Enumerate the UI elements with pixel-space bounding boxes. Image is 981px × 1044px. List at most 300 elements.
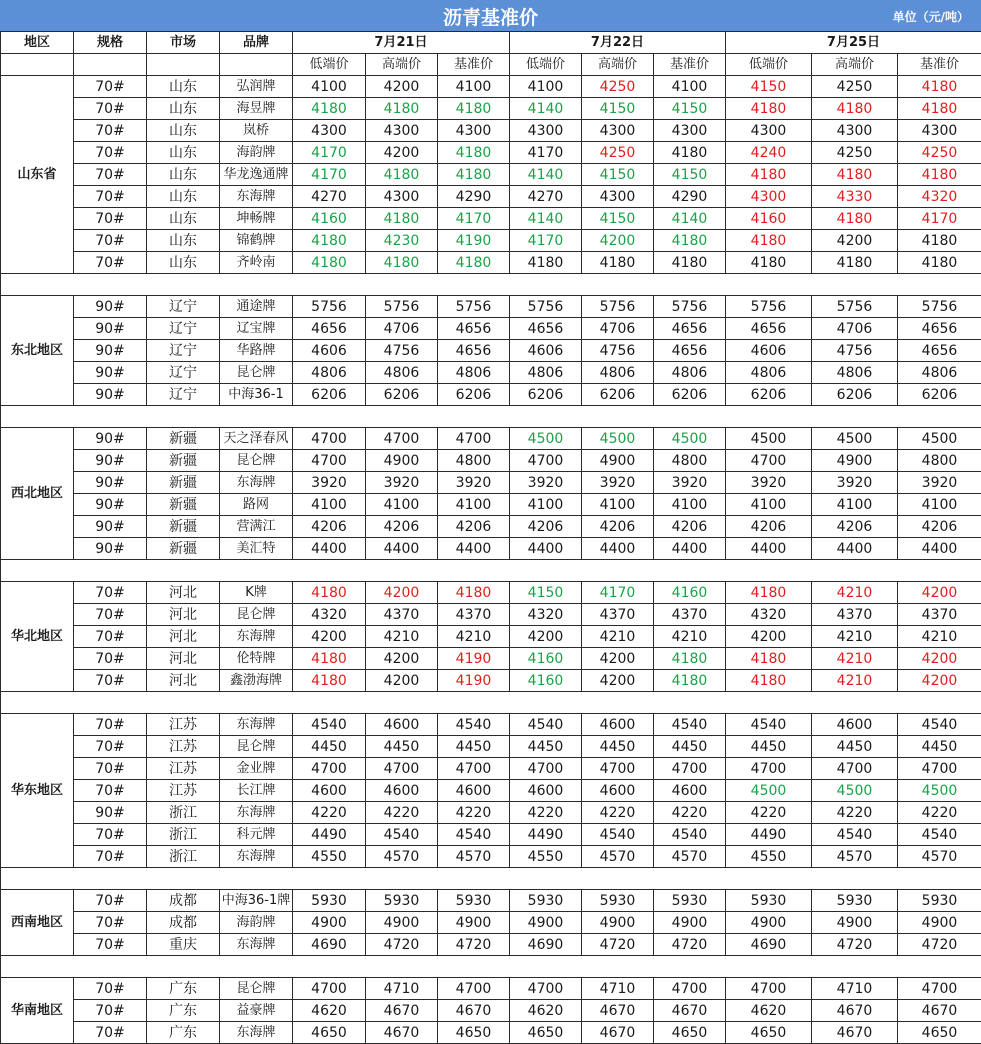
brand-cell: 东海牌 bbox=[220, 934, 293, 956]
table-row bbox=[1, 230, 981, 252]
price-cell-low: 4690 bbox=[726, 934, 812, 956]
price-cell-high: 4500 bbox=[812, 780, 898, 802]
price-cell-low: 4540 bbox=[726, 714, 812, 736]
price-cell-high: 4706 bbox=[582, 318, 654, 340]
spacer-cell bbox=[1, 274, 981, 296]
brand-cell: 海韵牌 bbox=[220, 142, 293, 164]
price-cell-base: 5756 bbox=[438, 296, 510, 318]
price-cell-base: 4200 bbox=[898, 670, 981, 692]
market-cell: 新疆 bbox=[147, 538, 220, 560]
price-cell-base: 4100 bbox=[898, 494, 981, 516]
brand-cell: 东海牌 bbox=[220, 714, 293, 736]
table-row bbox=[1, 362, 981, 384]
market-cell: 辽宁 bbox=[147, 318, 220, 340]
spec-cell: 90# bbox=[74, 450, 147, 472]
market-cell: 山东 bbox=[147, 230, 220, 252]
table-row bbox=[1, 252, 981, 274]
table-row bbox=[1, 890, 981, 912]
price-cell-low: 6206 bbox=[510, 384, 582, 406]
price-cell-high: 4570 bbox=[582, 846, 654, 868]
price-cell-low: 4620 bbox=[293, 1000, 366, 1022]
price-cell-low: 4400 bbox=[726, 538, 812, 560]
spec-cell: 70# bbox=[74, 890, 147, 912]
price-cell-low: 4200 bbox=[510, 626, 582, 648]
spec-cell: 70# bbox=[74, 230, 147, 252]
price-cell-high: 4806 bbox=[812, 362, 898, 384]
spec-cell: 90# bbox=[74, 472, 147, 494]
price-cell-low: 4160 bbox=[510, 648, 582, 670]
subheader-row bbox=[1, 54, 981, 76]
price-cell-low: 4180 bbox=[293, 648, 366, 670]
market-cell: 成都 bbox=[147, 890, 220, 912]
price-cell-base: 4700 bbox=[438, 758, 510, 780]
price-cell-high: 4250 bbox=[812, 142, 898, 164]
spec-cell: 90# bbox=[74, 362, 147, 384]
price-cell-high: 4600 bbox=[582, 714, 654, 736]
market-cell: 新疆 bbox=[147, 472, 220, 494]
table-row bbox=[1, 582, 981, 604]
price-cell-base: 4100 bbox=[438, 76, 510, 98]
price-cell-base: 4400 bbox=[438, 538, 510, 560]
brand-cell: 昆仑牌 bbox=[220, 362, 293, 384]
price-cell-base: 5930 bbox=[654, 890, 726, 912]
price-cell-low: 4180 bbox=[726, 648, 812, 670]
table-row bbox=[1, 736, 981, 758]
brand-cell: 中海36-1 bbox=[220, 384, 293, 406]
price-cell-base: 3920 bbox=[898, 472, 981, 494]
price-cell-base: 5930 bbox=[438, 890, 510, 912]
price-cell-high: 4600 bbox=[812, 714, 898, 736]
price-cell-base: 4650 bbox=[898, 1022, 981, 1044]
price-cell-low: 4500 bbox=[510, 428, 582, 450]
price-cell-base: 4700 bbox=[654, 978, 726, 1000]
brand-cell: 东海牌 bbox=[220, 186, 293, 208]
price-cell-high: 4720 bbox=[582, 934, 654, 956]
price-cell-base: 4180 bbox=[438, 252, 510, 274]
brand-cell: 营满江 bbox=[220, 516, 293, 538]
price-cell-base: 4806 bbox=[654, 362, 726, 384]
price-cell-base: 4570 bbox=[898, 846, 981, 868]
price-cell-high: 4100 bbox=[582, 494, 654, 516]
price-cell-high: 4670 bbox=[582, 1022, 654, 1044]
brand-cell: 海韵牌 bbox=[220, 912, 293, 934]
unit-label: 单位（元/吨） bbox=[893, 8, 969, 25]
price-cell-high: 4370 bbox=[582, 604, 654, 626]
market-cell: 山东 bbox=[147, 98, 220, 120]
spec-cell: 70# bbox=[74, 1000, 147, 1022]
spec-cell: 70# bbox=[74, 736, 147, 758]
price-cell-base: 4720 bbox=[438, 934, 510, 956]
price-cell-low: 4656 bbox=[510, 318, 582, 340]
price-cell-high: 4220 bbox=[366, 802, 438, 824]
market-cell: 江苏 bbox=[147, 714, 220, 736]
spec-cell: 90# bbox=[74, 494, 147, 516]
price-cell-base: 4320 bbox=[898, 186, 981, 208]
market-cell: 河北 bbox=[147, 648, 220, 670]
brand-cell: 益豪牌 bbox=[220, 1000, 293, 1022]
spec-cell: 70# bbox=[74, 780, 147, 802]
spec-cell: 90# bbox=[74, 428, 147, 450]
price-cell-low: 4600 bbox=[510, 780, 582, 802]
price-cell-high: 4700 bbox=[812, 758, 898, 780]
price-cell-high: 4210 bbox=[366, 626, 438, 648]
price-cell-low: 4180 bbox=[726, 98, 812, 120]
price-cell-high: 5756 bbox=[812, 296, 898, 318]
price-cell-base: 4190 bbox=[438, 230, 510, 252]
price-cell-low: 4300 bbox=[510, 120, 582, 142]
market-cell: 山东 bbox=[147, 76, 220, 98]
price-cell-high: 4210 bbox=[812, 626, 898, 648]
price-cell-high: 4250 bbox=[582, 76, 654, 98]
region-cell: 华南地区 bbox=[1, 978, 74, 1044]
price-cell-low: 4540 bbox=[510, 714, 582, 736]
market-cell: 新疆 bbox=[147, 450, 220, 472]
market-cell: 广东 bbox=[147, 978, 220, 1000]
price-cell-high: 4180 bbox=[366, 164, 438, 186]
brand-cell: 坤畅牌 bbox=[220, 208, 293, 230]
price-cell-base: 4720 bbox=[898, 934, 981, 956]
price-cell-base: 4700 bbox=[438, 978, 510, 1000]
table-row bbox=[1, 208, 981, 230]
price-cell-base: 6206 bbox=[654, 384, 726, 406]
price-cell-low: 4100 bbox=[510, 76, 582, 98]
price-cell-base: 4180 bbox=[438, 98, 510, 120]
spacer-row bbox=[1, 560, 981, 582]
price-cell-high: 4700 bbox=[366, 758, 438, 780]
price-cell-base: 4540 bbox=[654, 714, 726, 736]
region-cell: 华北地区 bbox=[1, 582, 74, 692]
spacer-row bbox=[1, 692, 981, 714]
brand-cell: 东海牌 bbox=[220, 626, 293, 648]
price-cell-high: 3920 bbox=[582, 472, 654, 494]
market-cell: 河北 bbox=[147, 670, 220, 692]
table-row bbox=[1, 846, 981, 868]
market-cell: 山东 bbox=[147, 164, 220, 186]
spec-cell: 70# bbox=[74, 648, 147, 670]
price-cell-low: 4656 bbox=[726, 318, 812, 340]
price-cell-base: 4180 bbox=[438, 164, 510, 186]
price-cell-low: 4100 bbox=[510, 494, 582, 516]
price-cell-high: 4180 bbox=[812, 164, 898, 186]
price-cell-high: 4370 bbox=[812, 604, 898, 626]
price-cell-low: 4170 bbox=[510, 230, 582, 252]
brand-cell: 昆仑牌 bbox=[220, 450, 293, 472]
price-cell-high: 4450 bbox=[812, 736, 898, 758]
price-cell-high: 4250 bbox=[582, 142, 654, 164]
price-cell-high: 4150 bbox=[582, 208, 654, 230]
price-cell-base: 5756 bbox=[898, 296, 981, 318]
spec-cell: 90# bbox=[74, 340, 147, 362]
price-cell-base: 4210 bbox=[898, 626, 981, 648]
brand-cell: K牌 bbox=[220, 582, 293, 604]
price-cell-base: 4150 bbox=[654, 164, 726, 186]
price-cell-high: 4570 bbox=[366, 846, 438, 868]
price-cell-low: 4700 bbox=[510, 758, 582, 780]
price-table bbox=[0, 31, 981, 1044]
table-row bbox=[1, 164, 981, 186]
price-cell-base: 4206 bbox=[654, 516, 726, 538]
price-cell-base: 4220 bbox=[898, 802, 981, 824]
price-cell-base: 4700 bbox=[654, 758, 726, 780]
price-cell-low: 4170 bbox=[293, 142, 366, 164]
price-cell-high: 4600 bbox=[582, 780, 654, 802]
brand-cell: 东海牌 bbox=[220, 802, 293, 824]
price-cell-low: 4690 bbox=[293, 934, 366, 956]
spacer-row bbox=[1, 274, 981, 296]
price-cell-base: 4250 bbox=[898, 142, 981, 164]
table-row bbox=[1, 296, 981, 318]
spec-cell: 90# bbox=[74, 516, 147, 538]
price-cell-base: 4200 bbox=[898, 648, 981, 670]
price-cell-low: 4806 bbox=[726, 362, 812, 384]
subheader-base: 基准价 bbox=[898, 54, 981, 76]
price-cell-high: 4570 bbox=[812, 846, 898, 868]
price-cell-base: 4806 bbox=[438, 362, 510, 384]
price-cell-base: 4160 bbox=[654, 582, 726, 604]
price-cell-low: 4300 bbox=[726, 186, 812, 208]
price-cell-base: 4100 bbox=[654, 76, 726, 98]
price-cell-low: 4170 bbox=[510, 142, 582, 164]
spec-cell: 90# bbox=[74, 384, 147, 406]
table-row bbox=[1, 824, 981, 846]
market-cell: 辽宁 bbox=[147, 384, 220, 406]
table-row bbox=[1, 670, 981, 692]
price-cell-base: 4600 bbox=[438, 780, 510, 802]
brand-cell: 昆仑牌 bbox=[220, 604, 293, 626]
price-cell-low: 4150 bbox=[726, 76, 812, 98]
spacer-row bbox=[1, 868, 981, 890]
price-cell-base: 4180 bbox=[438, 582, 510, 604]
table-row bbox=[1, 626, 981, 648]
market-cell: 新疆 bbox=[147, 494, 220, 516]
price-cell-high: 4220 bbox=[582, 802, 654, 824]
price-cell-high: 4180 bbox=[812, 98, 898, 120]
brand-cell: 中海36-1牌 bbox=[220, 890, 293, 912]
table-row bbox=[1, 648, 981, 670]
spec-cell: 70# bbox=[74, 846, 147, 868]
price-cell-low: 4100 bbox=[293, 494, 366, 516]
price-cell-low: 4180 bbox=[293, 252, 366, 274]
price-cell-low: 4180 bbox=[726, 582, 812, 604]
price-cell-high: 4710 bbox=[582, 978, 654, 1000]
brand-cell: 华龙逸通牌 bbox=[220, 164, 293, 186]
price-cell-high: 4806 bbox=[366, 362, 438, 384]
price-cell-low: 4650 bbox=[510, 1022, 582, 1044]
brand-cell: 弘润牌 bbox=[220, 76, 293, 98]
price-cell-high: 4710 bbox=[812, 978, 898, 1000]
spec-cell: 90# bbox=[74, 296, 147, 318]
header-brand: 品牌 bbox=[220, 32, 293, 54]
subheader-high: 高端价 bbox=[366, 54, 438, 76]
price-cell-low: 4500 bbox=[726, 780, 812, 802]
subheader-base: 基准价 bbox=[654, 54, 726, 76]
price-cell-high: 4180 bbox=[366, 98, 438, 120]
price-cell-base: 4800 bbox=[438, 450, 510, 472]
price-cell-low: 6206 bbox=[726, 384, 812, 406]
brand-cell: 东海牌 bbox=[220, 846, 293, 868]
price-cell-high: 4756 bbox=[366, 340, 438, 362]
price-cell-base: 6206 bbox=[898, 384, 981, 406]
price-cell-base: 4650 bbox=[654, 1022, 726, 1044]
price-cell-base: 4180 bbox=[898, 230, 981, 252]
price-cell-base: 4190 bbox=[438, 648, 510, 670]
price-cell-base: 4206 bbox=[898, 516, 981, 538]
price-cell-high: 4230 bbox=[366, 230, 438, 252]
table-row bbox=[1, 1022, 981, 1044]
price-cell-high: 5930 bbox=[812, 890, 898, 912]
price-cell-low: 4400 bbox=[293, 538, 366, 560]
table-body bbox=[1, 32, 981, 1044]
spacer-cell bbox=[1, 868, 981, 890]
table-row bbox=[1, 714, 981, 736]
price-cell-high: 4710 bbox=[366, 978, 438, 1000]
market-cell: 江苏 bbox=[147, 758, 220, 780]
price-cell-low: 4270 bbox=[510, 186, 582, 208]
price-cell-high: 4100 bbox=[366, 494, 438, 516]
price-cell-low: 4500 bbox=[726, 428, 812, 450]
market-cell: 新疆 bbox=[147, 516, 220, 538]
market-cell: 江苏 bbox=[147, 736, 220, 758]
price-cell-high: 4756 bbox=[582, 340, 654, 362]
table-row bbox=[1, 802, 981, 824]
price-cell-low: 4150 bbox=[510, 582, 582, 604]
price-cell-base: 4100 bbox=[438, 494, 510, 516]
spec-cell: 70# bbox=[74, 824, 147, 846]
market-cell: 山东 bbox=[147, 120, 220, 142]
price-cell-high: 4210 bbox=[812, 670, 898, 692]
spec-cell: 70# bbox=[74, 670, 147, 692]
price-cell-high: 4806 bbox=[582, 362, 654, 384]
spacer-cell bbox=[1, 560, 981, 582]
header-row bbox=[1, 32, 981, 54]
price-cell-high: 4900 bbox=[812, 912, 898, 934]
price-cell-low: 4320 bbox=[293, 604, 366, 626]
brand-cell: 锦鹤牌 bbox=[220, 230, 293, 252]
market-cell: 山东 bbox=[147, 208, 220, 230]
spec-cell: 70# bbox=[74, 1022, 147, 1044]
price-cell-base: 6206 bbox=[438, 384, 510, 406]
price-cell-high: 4180 bbox=[812, 252, 898, 274]
price-cell-high: 4900 bbox=[366, 450, 438, 472]
price-cell-base: 3920 bbox=[438, 472, 510, 494]
market-cell: 山东 bbox=[147, 252, 220, 274]
price-cell-low: 4656 bbox=[293, 318, 366, 340]
price-cell-base: 4500 bbox=[898, 428, 981, 450]
price-cell-low: 4206 bbox=[726, 516, 812, 538]
price-cell-low: 4140 bbox=[510, 98, 582, 120]
market-cell: 河北 bbox=[147, 582, 220, 604]
table-row bbox=[1, 450, 981, 472]
price-cell-base: 4450 bbox=[898, 736, 981, 758]
price-cell-high: 4670 bbox=[582, 1000, 654, 1022]
price-cell-low: 5930 bbox=[293, 890, 366, 912]
price-cell-low: 4206 bbox=[293, 516, 366, 538]
price-cell-base: 4670 bbox=[898, 1000, 981, 1022]
price-cell-low: 4300 bbox=[726, 120, 812, 142]
table-row bbox=[1, 780, 981, 802]
price-cell-base: 4800 bbox=[654, 450, 726, 472]
table-row bbox=[1, 340, 981, 362]
price-cell-low: 4170 bbox=[293, 164, 366, 186]
spec-cell: 70# bbox=[74, 98, 147, 120]
price-cell-low: 4700 bbox=[510, 450, 582, 472]
price-cell-high: 4540 bbox=[582, 824, 654, 846]
price-cell-base: 4370 bbox=[898, 604, 981, 626]
spec-cell: 70# bbox=[74, 186, 147, 208]
header-date-2: 7月22日 bbox=[510, 32, 726, 54]
price-cell-base: 4290 bbox=[654, 186, 726, 208]
brand-cell: 长江牌 bbox=[220, 780, 293, 802]
price-cell-high: 4540 bbox=[812, 824, 898, 846]
price-cell-base: 4450 bbox=[654, 736, 726, 758]
brand-cell: 岚桥 bbox=[220, 120, 293, 142]
spec-cell: 70# bbox=[74, 978, 147, 1000]
market-cell: 广东 bbox=[147, 1022, 220, 1044]
price-cell-low: 4320 bbox=[510, 604, 582, 626]
price-cell-base: 4180 bbox=[898, 252, 981, 274]
price-cell-high: 4450 bbox=[366, 736, 438, 758]
price-cell-low: 5756 bbox=[293, 296, 366, 318]
price-cell-base: 4180 bbox=[438, 142, 510, 164]
market-cell: 河北 bbox=[147, 604, 220, 626]
price-cell-base: 4900 bbox=[898, 912, 981, 934]
price-cell-base: 4370 bbox=[654, 604, 726, 626]
spacer-cell bbox=[1, 956, 981, 978]
brand-cell: 华路牌 bbox=[220, 340, 293, 362]
price-cell-high: 4706 bbox=[812, 318, 898, 340]
spec-cell: 70# bbox=[74, 604, 147, 626]
subheader-low: 低端价 bbox=[293, 54, 366, 76]
price-cell-low: 4220 bbox=[726, 802, 812, 824]
region-cell: 西北地区 bbox=[1, 428, 74, 560]
spec-cell: 70# bbox=[74, 934, 147, 956]
header-date-1: 7月21日 bbox=[293, 32, 510, 54]
price-cell-high: 4700 bbox=[366, 428, 438, 450]
price-cell-base: 4500 bbox=[654, 428, 726, 450]
market-cell: 江苏 bbox=[147, 780, 220, 802]
price-cell-high: 4370 bbox=[366, 604, 438, 626]
price-cell-low: 4900 bbox=[293, 912, 366, 934]
spec-cell: 70# bbox=[74, 208, 147, 230]
price-cell-low: 4700 bbox=[293, 450, 366, 472]
brand-cell: 伦特牌 bbox=[220, 648, 293, 670]
market-cell: 成都 bbox=[147, 912, 220, 934]
price-cell-high: 4200 bbox=[582, 230, 654, 252]
price-cell-low: 4100 bbox=[293, 76, 366, 98]
price-cell-low: 4550 bbox=[726, 846, 812, 868]
price-cell-base: 4656 bbox=[898, 318, 981, 340]
table-row bbox=[1, 538, 981, 560]
table-row bbox=[1, 120, 981, 142]
price-cell-high: 4150 bbox=[582, 98, 654, 120]
price-cell-base: 4650 bbox=[438, 1022, 510, 1044]
price-cell-low: 3920 bbox=[293, 472, 366, 494]
price-cell-high: 4180 bbox=[366, 252, 438, 274]
price-cell-low: 4700 bbox=[510, 978, 582, 1000]
price-cell-high: 4180 bbox=[366, 208, 438, 230]
price-cell-base: 4290 bbox=[438, 186, 510, 208]
price-cell-high: 4206 bbox=[582, 516, 654, 538]
table-row bbox=[1, 472, 981, 494]
price-cell-high: 4670 bbox=[366, 1000, 438, 1022]
price-cell-high: 4500 bbox=[582, 428, 654, 450]
price-cell-high: 4400 bbox=[366, 538, 438, 560]
price-cell-low: 4700 bbox=[726, 978, 812, 1000]
price-cell-high: 5930 bbox=[582, 890, 654, 912]
price-cell-low: 4180 bbox=[726, 252, 812, 274]
price-cell-low: 4200 bbox=[293, 626, 366, 648]
price-cell-high: 4400 bbox=[582, 538, 654, 560]
